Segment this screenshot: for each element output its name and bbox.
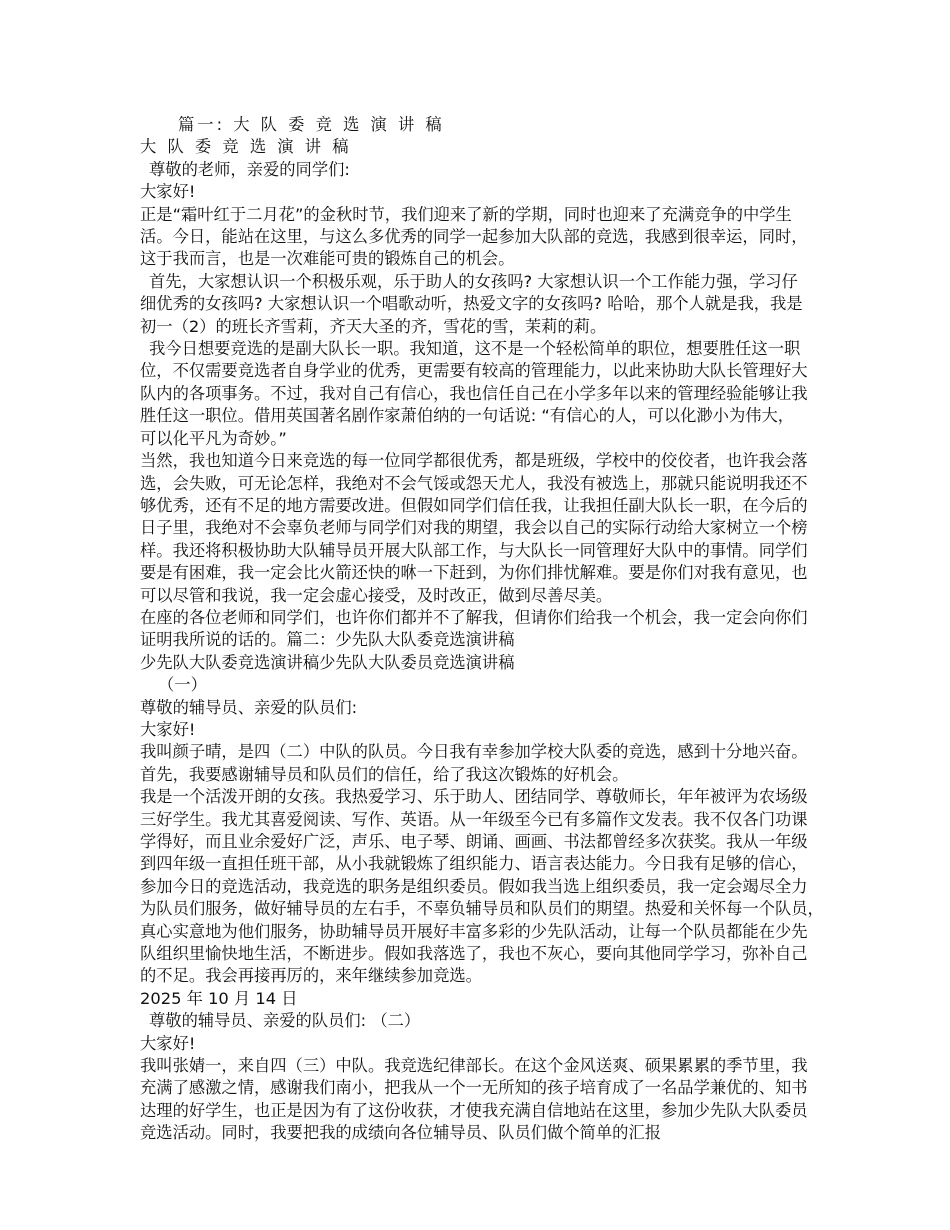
text-line: 三好学生。我尤其喜爱阅读、写作、英语。从一年级至今已有多篇作文发表。我不仅各门功课 [140, 809, 808, 829]
text-line: 到四年级一直担任班干部，从小我就锻炼了组织能力、语言表达能力。今日我有足够的信心， [140, 854, 808, 874]
text-line: 我叫颜子晴，是四（二）中队的队员。今日我有幸参加学校大队委的竞选，感到十分地兴奋。 [140, 742, 808, 762]
text-line: 细优秀的女孩吗? 大家想认识一个唱歌动听，热爱文字的女孩吗? 哈哈，那个人就是我，我是 [140, 294, 803, 314]
text-line: 我叫张婧一，来自四（三）中队。我竞选纪律部长。在这个金风送爽、硕果累累的季节里，我 [140, 1056, 808, 1076]
text-line: 首先，大家想认识一个积极乐观，乐于助人的女孩吗? 大家想认识一个工作能力强，学习仔 [149, 271, 798, 291]
text-line: 大家好! [140, 719, 196, 739]
text-line: 少先队大队委竞选演讲稿少先队大队委员竞选演讲稿 [140, 652, 515, 672]
text-line: 位，不仅需要竞选者自身学业的优秀，更需要有较高的管理能力，以此来协助大队长管理好大 [140, 361, 808, 381]
text-line: 在座的各位老师和同学们，也许你们都并不了解我，但请你们给我一个机会，我一定会向你们 [140, 607, 808, 627]
document-page [140, 114, 824, 1145]
text-line: 这于我而言，也是一次难能可贵的锻炼自己的机会。 [140, 249, 515, 269]
text-line: 的不足。我会再接再厉的，来年继续参加竞选。 [140, 966, 482, 986]
text-line: 尊敬的老师，亲爱的同学们: [149, 159, 350, 179]
text-line: 够优秀，还有不足的地方需要改进。但假如同学们信任我，让我担任副大队长一职，在今后的 [140, 495, 808, 515]
text-line: 尊敬的辅导员、亲爱的队员们: [140, 697, 358, 717]
text-line: 队内的各项事务。不过，我对自己有信心，我也信任自己在小学多年以来的管理经验能够让我 [140, 383, 808, 403]
text-line: 竞选活动。同时，我要把我的成绩向各位辅导员、队员们做个简单的汇报 [140, 1123, 662, 1143]
text-line: 当然，我也知道今日来竞选的每一位同学都很优秀，都是班级，学校中的佼佼者，也许我会落 [140, 451, 808, 471]
text-line: 尊敬的辅导员、亲爱的队员们: （二） [149, 1011, 421, 1031]
text-line: 活。今日，能站在这里，与这么多优秀的同学一起参加大队部的竞选，我感到很幸运，同时， [140, 227, 808, 247]
text-line: 我今日想要竞选的是副大队长一职。我知道，这不是一个轻松简单的职位，想要胜任这一职 [149, 339, 801, 359]
text-line: 可以尽管和我说，我一定会虚心接受，及时改正，做到尽善尽美。 [140, 585, 613, 605]
text-line: 证明我所说的话的。篇二：少先队大队委竞选演讲稿 [140, 630, 515, 650]
text-line: 真心实意地为他们服务，协助辅导员开展好丰富多彩的少先队活动，让每一个队员都能在少先 [140, 921, 808, 941]
text-line: 首先，我要感谢辅导员和队员们的信任，给了我这次锻炼的好机会。 [140, 764, 629, 784]
text-line: 正是“霜叶红于二月花”的金秋时节，我们迎来了新的学期，同时也迎来了充满竞争的中学生 [140, 204, 792, 224]
text-line: 2025 年 10 月 14 日 [140, 988, 298, 1008]
text-line: 样。我还将积极协助大队辅导员开展大队部工作，与大队长一同管理好大队中的事情。同学们 [140, 540, 808, 560]
text-line: 充满了感激之情，感谢我们南小，把我从一个一无所知的孩子培育成了一名品学兼优的、知书 [140, 1078, 808, 1098]
text-line: 队组织里愉快地生活，不断进步。假如我落选了，我也不灰心，要向其他同学学习，弥补自己 [140, 944, 808, 964]
text-line: 要是有困难，我一定会比火箭还快的咻一下赶到，为你们排忧解难。要是你们对我有意见，也 [140, 563, 808, 583]
text-line: 参加今日的竞选活动，我竞选的职务是组织委员。假如我当选上组织委员，我一定会竭尽全力 [140, 876, 808, 896]
text-line: 大家好! [140, 182, 196, 202]
text-line: （一） [158, 675, 207, 695]
text-line: 日子里，我绝对不会辜负老师与同学们对我的期望，我会以自己的实际行动给大家树立一个榜 [140, 518, 808, 538]
text-line: 选，会失败，可无论怎样，我绝对不会气馁或怨天尤人，我没有被选上，那就只能说明我还不 [140, 473, 808, 493]
text-line: 大家好! [140, 1033, 196, 1053]
text-line: 初一（2）的班长齐雪莉，齐天大圣的齐，雪花的雪，茉莉的莉。 [140, 316, 607, 336]
text-line: 篇一: 大 队 委 竞 选 演 讲 稿 [178, 115, 445, 134]
text-line: 达理的好学生，也正是因为有了这份收获，才使我充满自信地站在这里，参加少先队大队委员 [140, 1100, 808, 1120]
text-line: 可以化平凡为奇妙。” [140, 428, 287, 448]
text-line: 学得好，而且业余爱好广泛，声乐、电子琴、朗诵、画画、书法都曾经多次获奖。我从一年级 [140, 832, 808, 851]
text-line: 我是一个活泼开朗的女孩。我热爱学习、乐于助人、团结同学、尊敬师长，年年被评为农场级 [140, 787, 808, 807]
text-line: 为队员们服务，做好辅导员的左右手，不辜负辅导员和队员们的期望。热爱和关怀每一个队员， [140, 899, 824, 919]
text-line: 胜任这一职位。借用英国著名剧作家萧伯纳的一句话说: “有信心的人，可以化渺小为伟大， [140, 406, 795, 426]
text-line: 大 队 委 竞 选 演 讲 稿 [140, 137, 352, 157]
